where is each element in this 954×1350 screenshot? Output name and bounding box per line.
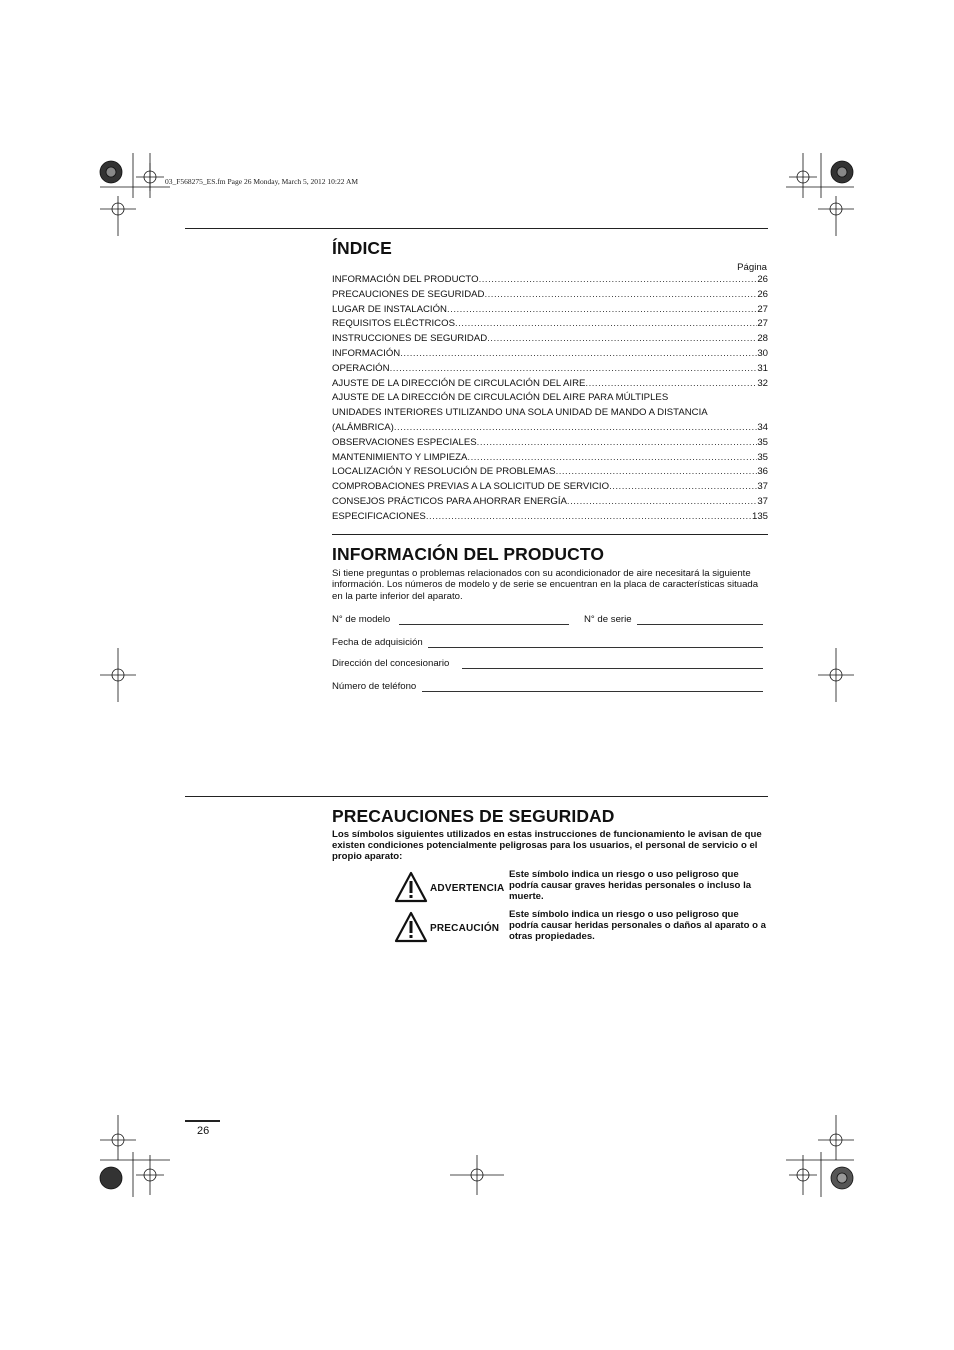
toc-entry[interactable]: LOCALIZACIÓN Y RESOLUCIÓN DE PROBLEMAS ..... 36 <box>332 465 768 480</box>
toc-entry-line[interactable]: AJUSTE DE LA DIRECCIÓN DE CIRCULACIÓN DEL AIRE PARA MÚLTIPLES <box>332 392 669 404</box>
precaucion-label: PRECAUCIÓN <box>430 923 500 934</box>
concesionario-label: Dirección del concesionario <box>332 658 450 669</box>
precaucion-symbol <box>394 911 504 945</box>
toc-entry[interactable]: OPERACIÓN ..... 31 <box>332 362 768 377</box>
toc-entry[interactable]: OBSERVACIONES ESPECIALES ..... 35 <box>332 436 768 451</box>
toc-entry[interactable]: INFORMACIÓN ..... 30 <box>332 347 768 362</box>
serie-label: N° de serie <box>584 614 632 625</box>
concesionario-field[interactable] <box>462 668 763 669</box>
advertencia-symbol <box>394 871 504 905</box>
fecha-label: Fecha de adquisición <box>332 637 423 648</box>
precauciones-intro: Los símbolos siguientes utilizados en estas instrucciones de funcionamiento le avisan de que existen condiciones potencialmente peligrosas para los usuarios, el personal de servicio o el propio aparato: <box>332 829 762 862</box>
precauciones-title: PRECAUCIONES DE SEGURIDAD <box>332 806 615 826</box>
toc-entry[interactable]: REQUISITOS ELÉCTRICOS ..... 27 <box>332 317 768 332</box>
fecha-field[interactable] <box>428 647 763 648</box>
modelo-field[interactable] <box>399 624 569 625</box>
section-rule <box>185 796 768 797</box>
pagina-column-label: Página <box>737 262 767 273</box>
page-number: 26 <box>197 1125 210 1137</box>
advertencia-description: Este símbolo indica un riesgo o uso peligroso que podría causar graves heridas personales o incluso la muerte. <box>509 869 752 903</box>
section-rule <box>332 534 768 535</box>
modelo-label: N° de modelo <box>332 614 391 625</box>
file-info-header: 03_F568275_ES.fm Page 26 Monday, March 5, 2012 10:22 AM <box>165 177 359 186</box>
toc-entry[interactable]: INSTRUCCIONES DE SEGURIDAD ..... 28 <box>332 332 768 347</box>
toc-entry[interactable]: LUGAR DE INSTALACIÓN ..... 27 <box>332 303 768 318</box>
table-of-contents <box>332 273 768 525</box>
toc-entry[interactable]: ESPECIFICACIONES ..... 135 <box>332 510 768 525</box>
producto-title: INFORMACIÓN DEL PRODUCTO <box>332 544 605 564</box>
toc-entry[interactable]: CONSEJOS PRÁCTICOS PARA AHORRAR ENERGÍA ..... 37 <box>332 495 768 510</box>
toc-entry-line[interactable]: UNIDADES INTERIORES UTILIZANDO UNA SOLA UNIDAD DE MANDO A DISTANCIA <box>332 407 708 419</box>
producto-intro: Si tiene preguntas o problemas relacionados con su acondicionador de aire necesitará la siguiente información. Los números de modelo y de serie se encuentran en la placa de características situada en la parte inferior del aparato. <box>332 568 759 602</box>
precaucion-description: Este símbolo indica un riesgo o uso peligroso que podría causar heridas personales o daños al aparato o a otras propiedades. <box>509 909 766 943</box>
toc-entry[interactable]: AJUSTE DE LA DIRECCIÓN DE CIRCULACIÓN DEL AIRE ..... 32 <box>332 377 768 392</box>
footer-rule <box>185 1120 220 1122</box>
toc-entry[interactable]: (ALÁMBRICA) ..... 34 <box>332 421 768 436</box>
telefono-label: Número de teléfono <box>332 681 417 692</box>
toc-entry[interactable]: PRECAUCIONES DE SEGURIDAD ..... 26 <box>332 288 768 303</box>
indice-title: ÍNDICE <box>332 238 392 258</box>
toc-entry[interactable]: COMPROBACIONES PREVIAS A LA SOLICITUD DE SERVICIO ..... 37 <box>332 480 768 495</box>
serie-field[interactable] <box>637 624 763 625</box>
telefono-field[interactable] <box>422 691 763 692</box>
advertencia-label: ADVERTENCIA <box>430 883 505 894</box>
warning-triangle-icon <box>394 871 428 903</box>
toc-entry[interactable]: MANTENIMIENTO Y LIMPIEZA ..... 35 <box>332 451 768 466</box>
warning-triangle-icon <box>394 911 428 943</box>
toc-entry[interactable]: INFORMACIÓN DEL PRODUCTO ..... 26 <box>332 273 768 288</box>
top-rule <box>185 228 768 229</box>
